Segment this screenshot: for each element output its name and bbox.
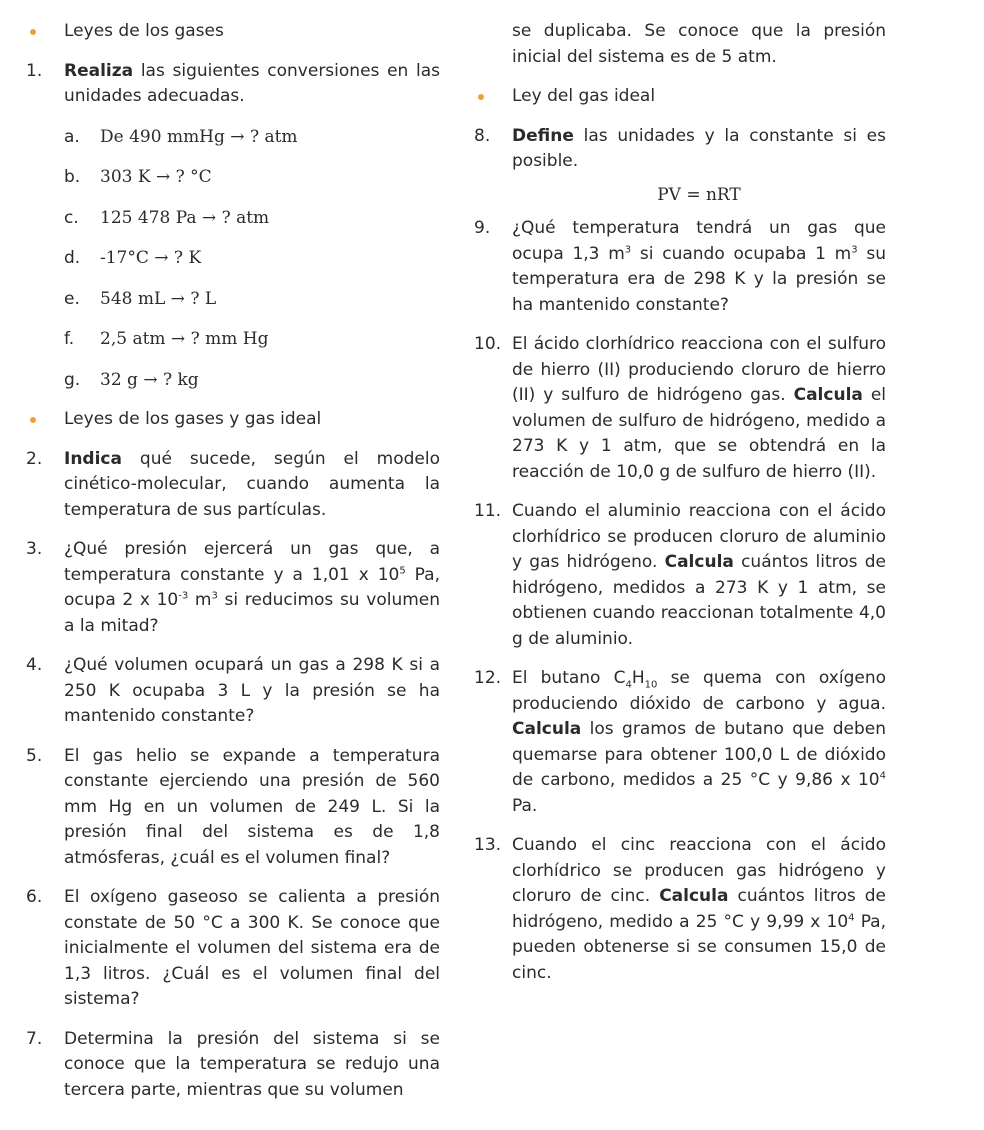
- conversion-item-text: 303 K → ? °C: [100, 167, 212, 187]
- bullet-icon: [30, 29, 36, 35]
- conversion-item: [26, 246, 440, 272]
- conversion-item: [26, 327, 440, 353]
- conversion-item-letter: a.: [64, 126, 80, 147]
- question-9: 9. ¿Qué temperatura tendrá un gas que ocupa 1,3 $m^3$ si cuando ocupaba 1 $m^3$ su temperatura era de 298 K y la presión se ha mantenido constante?: [474, 218, 886, 315]
- bullet-icon: [478, 94, 484, 100]
- question-1: 1. Realiza las siguientes conversiones en las unidades adecuadas.: [26, 60, 440, 106]
- conversion-item-text: 125 478 Pa → ? atm: [100, 207, 270, 228]
- left-column: [26, 19, 440, 1103]
- question-11: 11. Cuando el aluminio reacciona con el ácido clorhídrico se producen cloruro de aluminio y gas hidrógeno. Calcula cuántos litros de hidrógeno, medidos a 273 K y 1 atm, se obtienen cuando reaccionan totalmente 4,0 g de aluminio.: [474, 501, 886, 649]
- conversion-item-text: 32 g → ? kg: [100, 369, 199, 390]
- section-heading-gas-laws: Leyes de los gases: [26, 19, 440, 45]
- question-13: 13. Cuando el cinc reacciona con el ácido clorhídrico se producen gas hidrógeno y cloruro de cinc. Calcula cuántos litros de hidrógeno, medido a 25 °C y 9,99 x $10^4$ Pa, pueden obtenerse si se consumen 15,0 de cinc.: [474, 835, 887, 983]
- question-5: 5. El gas helio se expande a temperatura constante ejerciendo una presión de 560 mm Hg en un volumen de 249 L. Si la presión final del sistema es de 1,8 atmósferas, ¿cuál es el volumen final?: [26, 745, 440, 868]
- question-10: 10. El ácido clorhídrico reacciona con el sulfuro de hierro (II) produciendo cloruro de hierro (II) y sulfuro de hidrógeno gas. Calcula el volumen de sulfuro de hidrógeno, medido a 273 K y 1 atm, que se obtendrá en la reacción de 10,0 g de sulfuro de hierro (II).: [474, 334, 887, 482]
- conversion-item-letter: g.: [64, 369, 81, 390]
- conversion-item-letter: c.: [64, 207, 79, 228]
- conversion-item-letter: e.: [64, 288, 80, 309]
- question-8: 8. Define las unidades y la constante si es posible.: [474, 125, 886, 171]
- conversion-item-letter: d.: [64, 248, 81, 268]
- question-7-continued: se duplicaba. Se conoce que la presión inicial del sistema es de 5 atm.: [512, 21, 886, 67]
- right-column: [474, 19, 886, 986]
- section-heading-gas-laws-ideal: Leyes de los gases y gas ideal: [26, 407, 440, 433]
- section-heading-ideal-gas: Ley del gas ideal: [474, 84, 886, 110]
- question-3: 3. ¿Qué presión ejercerá un gas que, a temperatura constante y a 1,01 x $10^5$ Pa, ocupa 2 x $10^{-3}$ $m^3$ si reducimos su volumen a la mitad?: [26, 539, 441, 636]
- question-4: 4. ¿Qué volumen ocupará un gas a 298 K si a 250 K ocupaba 3 L y la presión se ha mantenido constante?: [26, 655, 440, 726]
- conversion-item: [26, 368, 440, 394]
- question-2: 2. Indica qué sucede, según el modelo cinético-molecular, cuando aumenta la temperatura de sus partículas.: [26, 448, 440, 520]
- conversion-item-text: 548 mL → ? L: [100, 288, 217, 309]
- conversion-item-text: 2,5 atm → ? mm Hg: [100, 329, 269, 349]
- question-6: 6. El oxígeno gaseoso se calienta a presión constate de 50 °C a 300 K. Se conoce que inicialmente el volumen del sistema era de 1,3 litros. ¿Cuál es el volumen final del sistema?: [26, 887, 440, 1009]
- conversion-item-letter: b.: [64, 167, 81, 187]
- question-7: 7. Determina la presión del sistema si se conoce que la temperatura se redujo una tercera parte, mientras que su volumen: [26, 1028, 440, 1100]
- conversion-item-letter: f.: [64, 329, 75, 349]
- bullet-icon: [30, 417, 36, 423]
- conversion-item-text: De 490 mmHg → ? atm: [100, 126, 298, 147]
- conversion-item: [26, 125, 440, 151]
- conversion-item-text: -17°C → ? K: [100, 248, 202, 268]
- conversion-item: [26, 165, 440, 191]
- conversion-item: [26, 206, 440, 232]
- question-12: 12. El butano $C_4H_{10}$ se quema con oxígeno produciendo dióxido de carbono y agua. Calcula los gramos de butano que deben quemarse para obtener 100,0 L de dióxido de carbono, medidos a 25 °C y 9,86 x $10^4$ Pa.: [474, 668, 887, 816]
- conversion-item: [26, 287, 440, 313]
- ideal-gas-equation: PV = nRT: [657, 184, 741, 205]
- conversion-list: [26, 125, 440, 394]
